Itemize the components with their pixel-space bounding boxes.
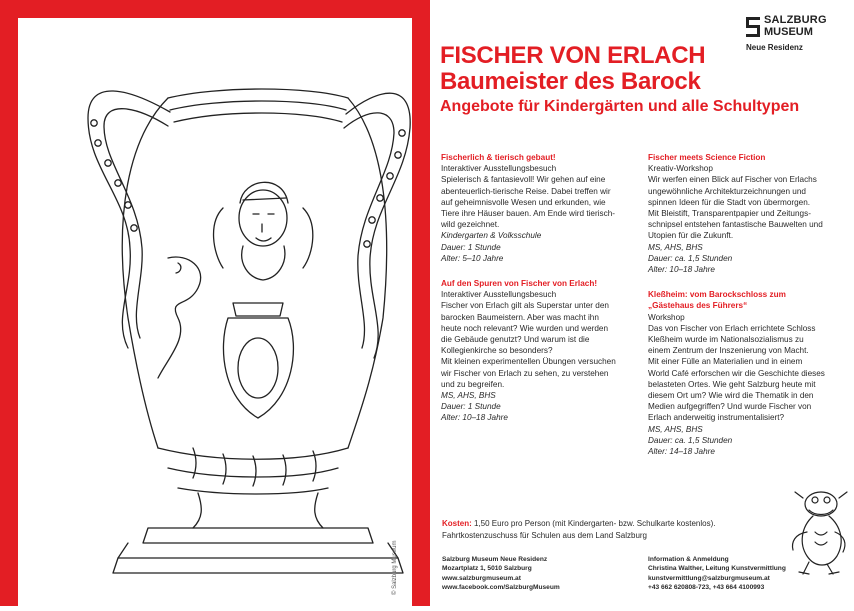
offer-text-line: Das von Fischer von Erlach errichtete Schloss [648,323,816,333]
offer-text-line: Mit kleinen experimentellen Übungen versuchen [441,357,616,367]
offer-block [441,278,616,424]
offer-title: Fischerlich & tierisch gebaut! [441,153,556,162]
offer-text-line: spinnen Ideen für die Stadt von übermorgen. [648,197,811,207]
offer-type: Interaktiver Ausstellungsbesuch [441,290,557,300]
offer-type: Interaktiver Ausstellungsbesuch [441,164,557,174]
offer-text-line: Mit Bleistift, Transparentpapier und Zeitungs- [648,209,811,219]
logo-text-neue-residenz: Neue Residenz [746,43,803,52]
offer-text-line: einem Zentrum der Inszenierung von Macht. [648,346,809,356]
offer-text-line: Wir werfen einen Blick auf Fischer von Erlachs [648,175,817,185]
offer-duration: Dauer: 1 Stunde [441,402,501,412]
footer-contact [648,555,786,593]
vase-illustration [18,18,412,606]
offer-type: Kreativ-Workshop [648,164,713,174]
offers-column-right [648,152,825,465]
footer-website-link[interactable]: www.salzburgmuseum.at [442,574,521,582]
offer-text-line: die Gebäude genutzt? Und warum ist die [441,335,590,345]
offer-text-line: Fischer von Erlach gilt als Superstar unter den [441,301,609,311]
offer-text-line: ungewöhnliche Architekturzeichnungen und [648,186,806,196]
offer-block [648,152,825,275]
offer-age: Alter: 10–18 Jahre [441,413,508,423]
subtitle: Angebote für Kindergärten und alle Schultypen [440,98,800,115]
offers-column-left [441,152,616,432]
costs-section [442,518,715,541]
offer-text-line: Mit einer Fülle an Materialien und in einem [648,357,803,367]
offer-audience: MS, AHS, BHS [648,424,703,434]
offer-text-line: wir Fischer von Erlach zu sehen, zu verstehen [441,368,609,378]
offer-audience: MS, AHS, BHS [441,391,496,401]
offer-text-line: Medien aufgegriffen? Und wurde Fischer von [648,402,812,412]
offer-age: Alter: 5–10 Jahre [441,253,504,263]
offer-text-line: Utopien für die Zukunft. [648,231,734,241]
footer-phone: +43 662 620808-723, +43 664 4100993 [648,584,765,592]
offer-text-line: und zu begreifen. [441,379,505,389]
costs-subsidy: Fahrtkostenzuschuss für Schulen aus dem Land Salzburg [442,530,648,540]
logo-mark-icon [746,17,760,37]
offer-title: Kleßheim: vom Barockschloss zum [648,290,786,300]
offer-text-line: abenteuerlich-tierische Reise. Dabei treffen wir [441,186,611,196]
offer-type: Workshop [648,312,685,322]
footer-museum-name: Salzburg Museum Neue Residenz [442,556,548,563]
offer-title: Auf den Spuren von Fischer von Erlach! [441,279,598,289]
offer-text-line: Kleßheim wurde im Nationalsozialismus zu [648,335,804,345]
offer-age: Alter: 10–18 Jahre [648,265,715,275]
offer-text-line: auf geheimnisvolle Wesen und erkunden, wie [441,197,606,207]
offer-text-line: schnipsel entstehen fantastische Bauwelten und [648,220,823,230]
offer-text-line: Spielerisch & fantasievoll! Wir gehen auf eine [441,175,606,185]
offer-duration: Dauer: ca. 1,5 Stunden [648,435,733,445]
offer-text-line: Tiere ihre Häuser bauen. Am Ende wird tierisch- [441,209,615,219]
offer-text-line: World Café erforschen wir die Geschichte dieses [648,368,825,378]
main-title: FISCHER VON ERLACH [440,42,706,69]
footer-contact-person: Christina Walther, Leitung Kunstvermittlung [648,565,786,573]
offer-text-line: Kollegienkirche so besonders? [441,346,553,356]
footer-contact-title: Information & Anmeldung [648,556,729,563]
costs-text: 1,50 Euro pro Person (mit Kindergarten- bzw. Schulkarte kostenlos). [471,519,716,528]
illustration-panel [18,18,412,606]
costs-label: Kosten: [442,519,472,528]
offer-text-line: Erlach anderweitig instrumentalisiert? [648,413,785,423]
offer-age: Alter: 14–18 Jahre [648,447,715,457]
offer-duration: Dauer: 1 Stunde [441,242,501,252]
footer-address-line: Mozartplatz 1, 5010 Salzburg [442,565,532,573]
offer-text-line: wild gezeichnet. [441,220,500,230]
footer-email-link[interactable]: kunstvermittlung@salzburgmuseum.at [648,574,770,582]
logo-text-museum: MUSEUM [764,26,813,38]
offer-audience: MS, AHS, BHS [648,242,703,252]
offer-text-line: diesem Ort um? Wie wird die Thematik in den [648,391,814,401]
offer-duration: Dauer: ca. 1,5 Stunden [648,253,733,263]
main-title-line2: Baumeister des Barock [440,68,701,95]
offer-audience: Kindergarten & Volksschule [441,231,542,241]
offer-title: Fischer meets Science Fiction [648,153,766,162]
dragon-illustration [785,482,851,578]
footer-facebook-link[interactable]: www.facebook.com/SalzburgMuseum [442,584,560,592]
offer-text-line: belasteten Ortes. Wie geht Salzburg heute mit [648,379,816,389]
footer-address [442,555,560,593]
copyright-note: © Salzburg Museum [392,540,398,595]
offer-text-line: barocken Baumeistern. Aber was macht ihn [441,312,599,322]
logo-text-salzburg: SALZBURG [764,14,827,26]
offer-block [648,289,825,457]
offer-text-line: heute noch relevant? Wie wurden und werden [441,323,609,333]
offer-title-line2: „Gästehaus des Führers“ [648,301,748,311]
offer-block [441,152,616,264]
